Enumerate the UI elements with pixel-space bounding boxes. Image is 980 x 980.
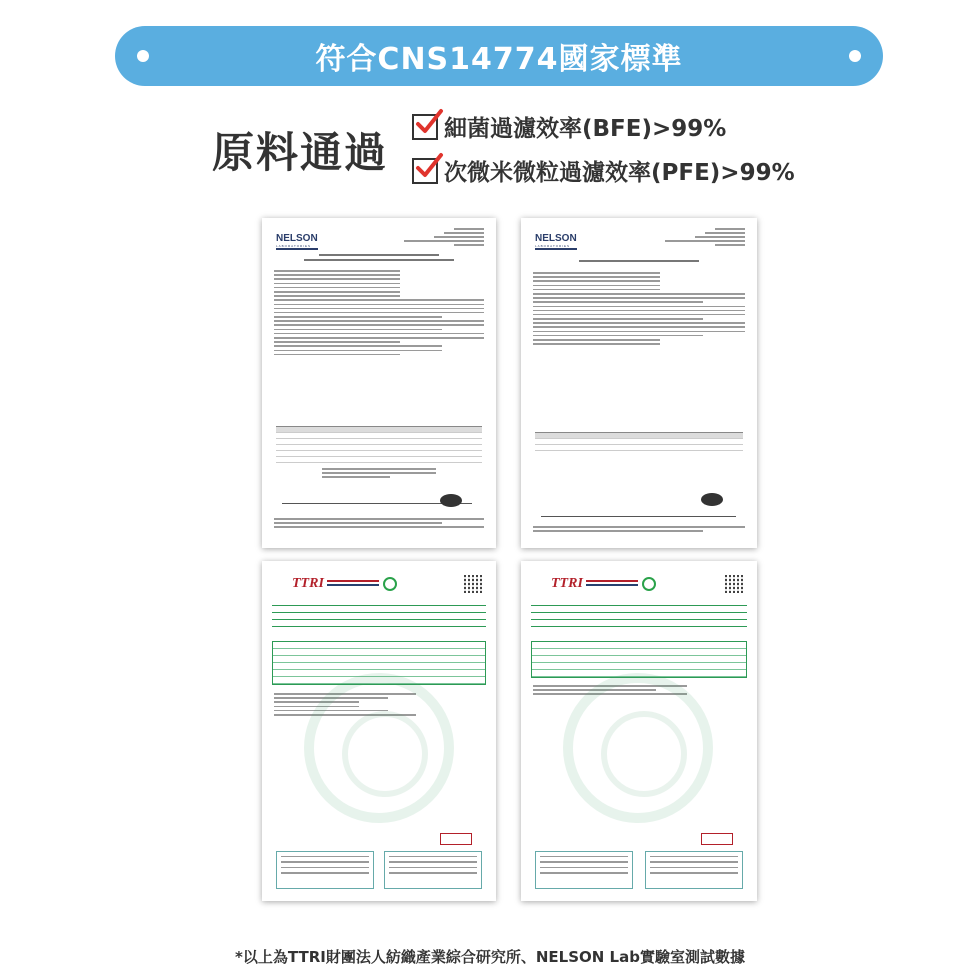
footer-lines	[533, 526, 745, 534]
report-address-block	[665, 226, 745, 246]
seal-icon	[701, 493, 723, 506]
report-address-block	[404, 226, 484, 246]
nelson-pfe-report-image	[521, 218, 757, 548]
stamp-icon	[440, 833, 472, 845]
bfe-check-row	[412, 110, 726, 143]
footer-notice-box	[384, 851, 482, 889]
header-banner	[115, 26, 883, 86]
ttri-bfe-report-image	[262, 561, 496, 901]
banner-title: 符合CNS14774國家標準	[315, 42, 683, 77]
qr-code-icon	[725, 575, 743, 593]
signature-line	[541, 516, 736, 517]
report-title	[262, 254, 496, 261]
results-table	[535, 432, 743, 451]
ttri-pfe-report-image	[521, 561, 757, 901]
ttri-logo: TTRI	[551, 576, 583, 591]
ttri-logo: TTRI	[292, 576, 324, 591]
ttri-emblem-icon	[383, 577, 397, 591]
qr-code-icon	[464, 575, 482, 593]
checkmark-icon	[412, 158, 438, 184]
report-header-lines	[272, 605, 486, 633]
footer-notice-box	[645, 851, 743, 889]
nelson-logo: NELSON LABORATORIES	[276, 233, 318, 248]
footer-lines	[274, 518, 484, 531]
ttri-org-name	[327, 580, 379, 588]
source-footnote: *以上為TTRI財團法人紡織產業綜合研究所、NELSON Lab實驗室測試數據	[235, 948, 745, 966]
seal-icon	[440, 494, 462, 507]
pfe-text: 次微米微粒過濾效率(PFE)>99%	[444, 160, 795, 186]
banner-dot-right	[849, 50, 861, 62]
ttri-emblem-icon	[642, 577, 656, 591]
report-info-lines	[533, 272, 745, 347]
results-table	[276, 426, 482, 463]
nelson-bfe-report-image	[262, 218, 496, 548]
nelson-logo: NELSON LABORATORIES	[535, 233, 577, 248]
footer-notice-box	[535, 851, 633, 889]
summary-lines	[322, 468, 436, 481]
bfe-text: 細菌過濾效率(BFE)>99%	[444, 116, 727, 142]
report-header-lines	[531, 605, 747, 633]
ttri-header	[292, 576, 397, 592]
banner-dot-left	[137, 50, 149, 62]
stamp-icon	[701, 833, 733, 845]
report-info-lines	[274, 270, 484, 358]
material-pass-label: 原料通過	[212, 128, 389, 177]
pfe-check-row	[412, 154, 795, 187]
ttri-header	[551, 576, 656, 592]
watermark-seal	[563, 673, 713, 823]
watermark-seal	[304, 673, 454, 823]
report-title	[521, 260, 757, 262]
checkmark-icon	[412, 114, 438, 140]
footer-notice-box	[276, 851, 374, 889]
ttri-org-name	[586, 580, 638, 588]
